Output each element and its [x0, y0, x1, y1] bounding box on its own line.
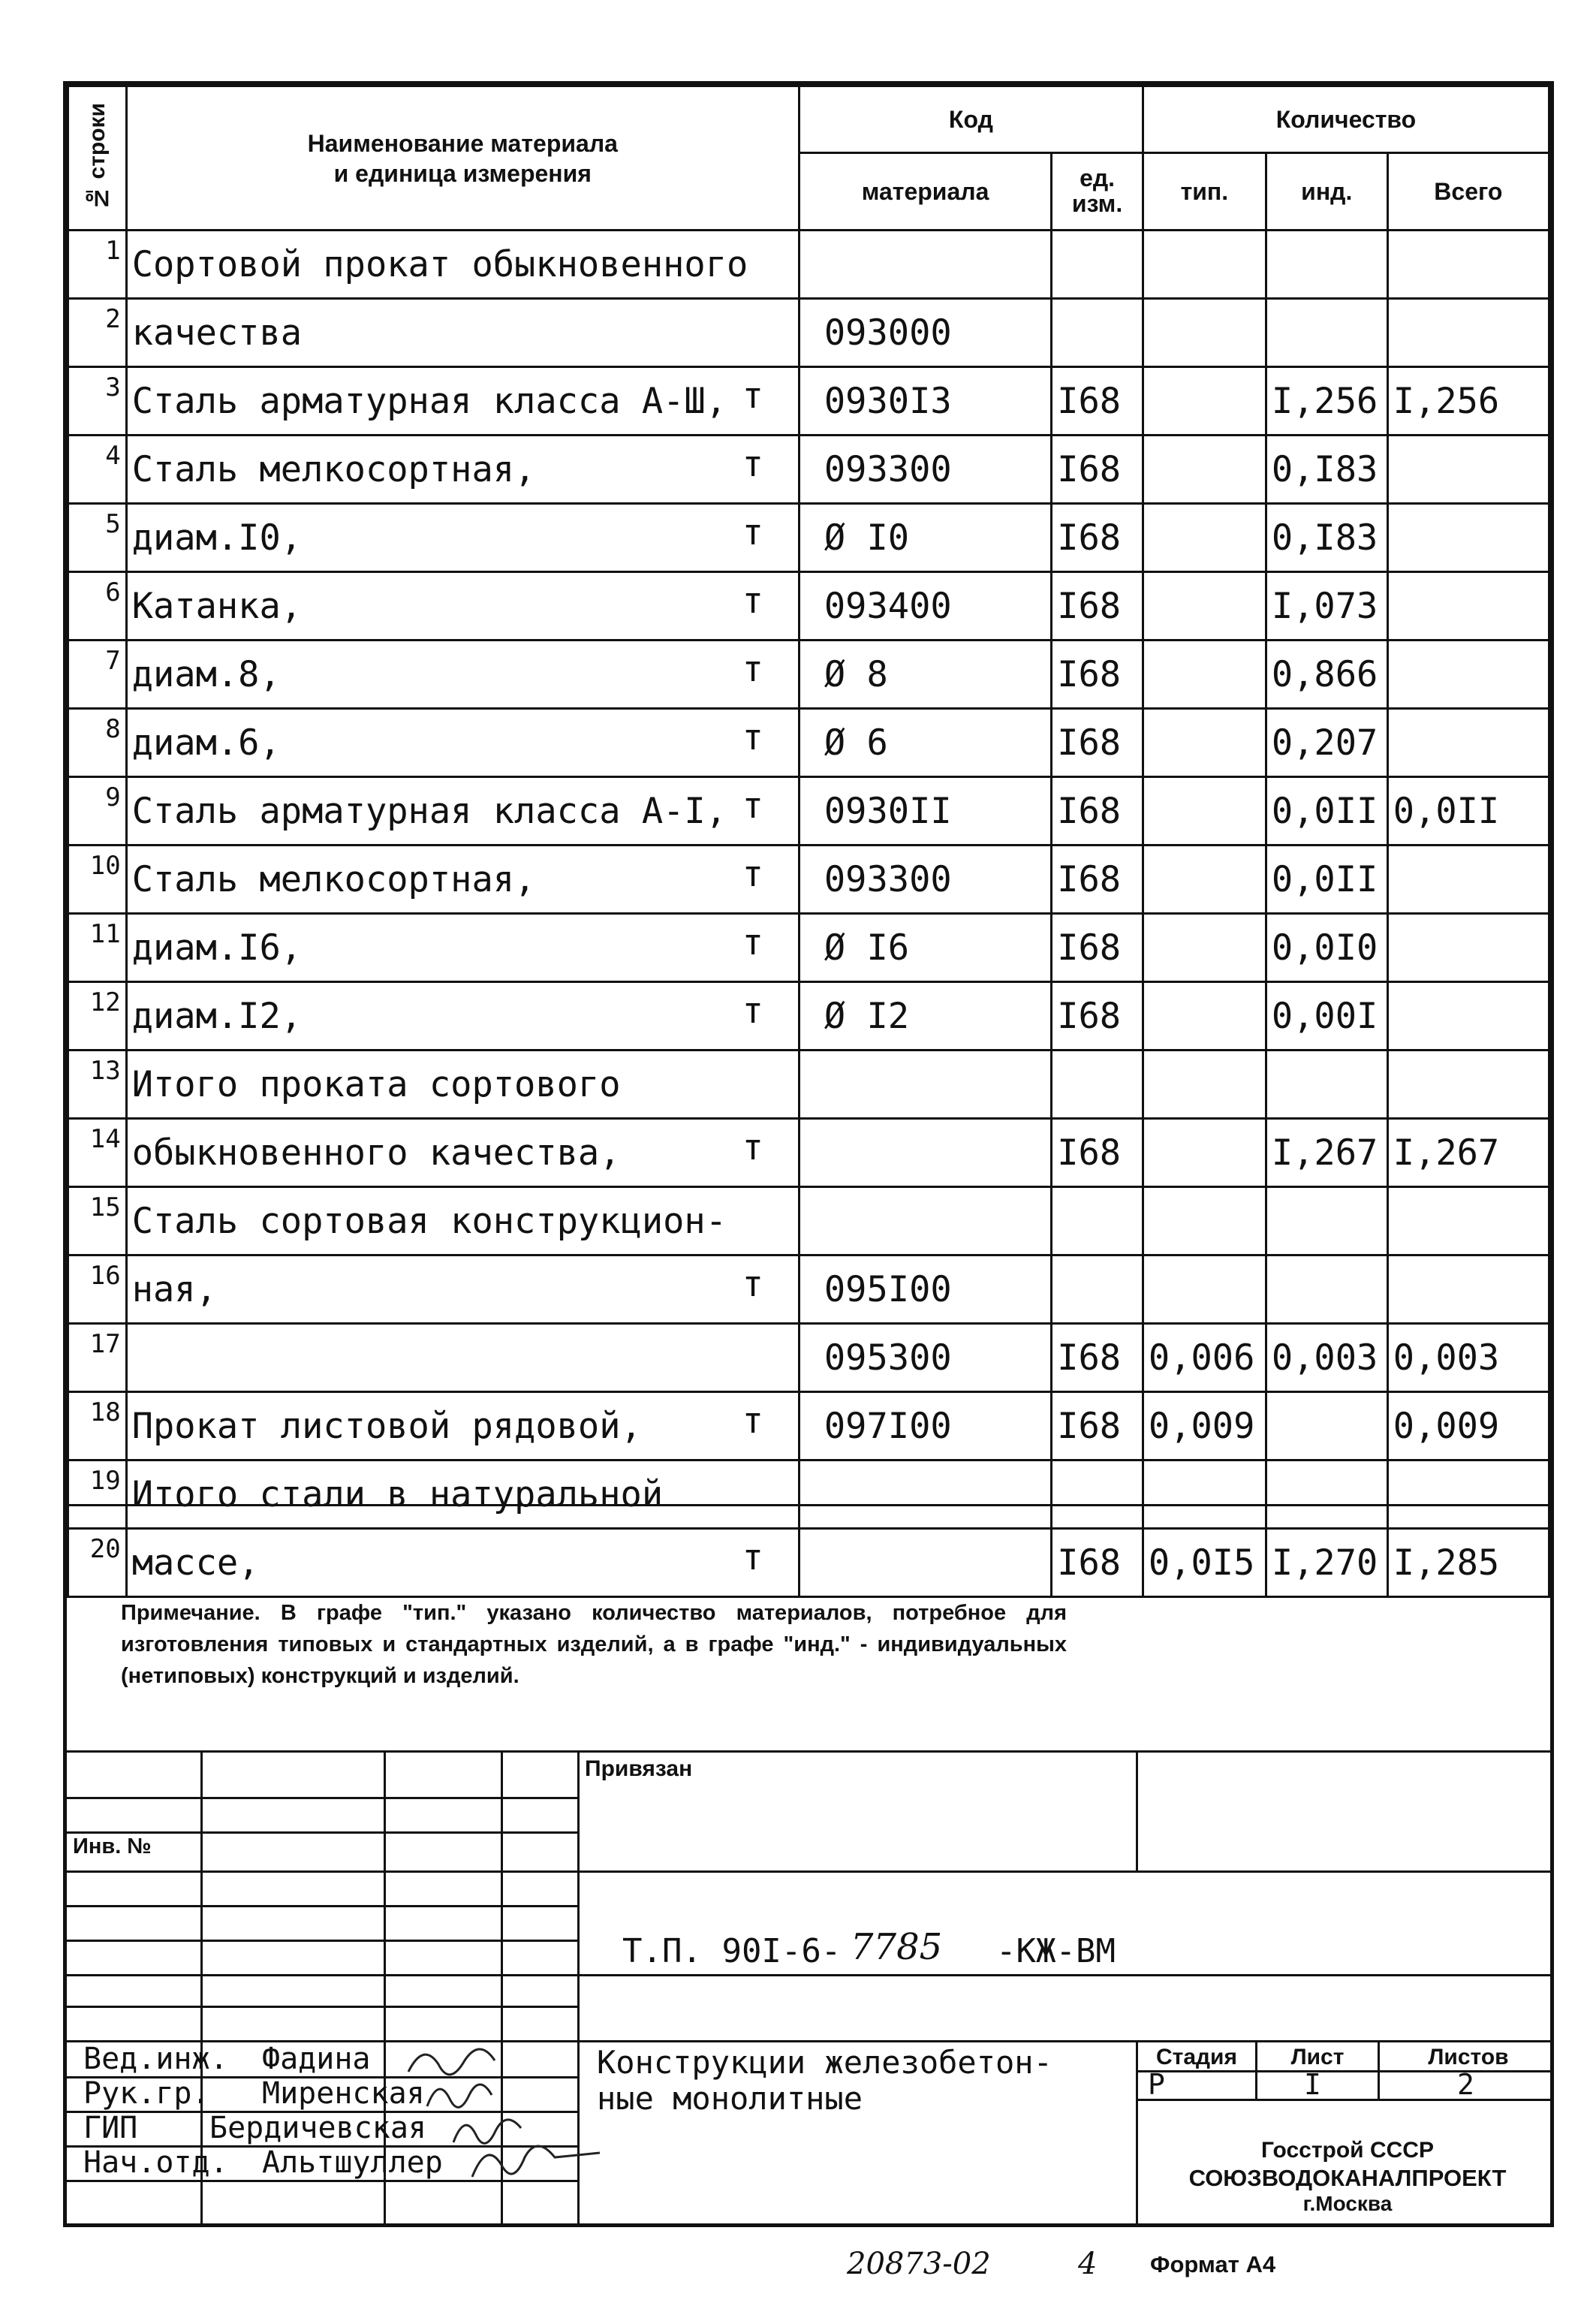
sheets-value: 2 [1457, 2068, 1474, 2101]
material-name-text: Итого проката сортового [131, 1063, 621, 1105]
row-number: 7 [68, 641, 127, 709]
material-name-text: Сталь арматурная класса А-I, [131, 790, 727, 832]
qty-typ: 0,009 [1143, 1392, 1266, 1460]
material-code: 095300 [799, 1324, 1051, 1392]
qty-typ: 0,006 [1143, 1324, 1266, 1392]
row-number: 9 [68, 777, 127, 846]
row-number: 8 [68, 709, 127, 777]
material-name-text: диам.6, [131, 722, 281, 764]
qty-ind: 0,00I [1266, 982, 1387, 1051]
note-text: Примечание. В графе "тип." указано количество материалов, потребное для изготовления типовых и стандартных изделий, а в графе "инд." - индивидуальных (нетиповых) конструкций и изделий. [121, 1601, 1067, 1688]
row-number: 11 [68, 914, 127, 982]
qty-ind: I,256 [1266, 367, 1387, 436]
unit-label: т [742, 580, 763, 622]
format-label: Формат А4 [1150, 2251, 1276, 2277]
signature-scribbles [67, 85, 1554, 2227]
sheets-label: Листов [1428, 2045, 1509, 2069]
row-number: 13 [68, 1051, 127, 1119]
unit-code: I68 [1052, 572, 1143, 641]
qty-ind: 0,003 [1266, 1324, 1387, 1392]
row-number: 19 [68, 1460, 127, 1529]
footer-hand-number: 20873-02 [847, 2247, 991, 2281]
document-title: Конструкции железобетон- ные монолитные [597, 2044, 1052, 2117]
unit-code: I68 [1052, 436, 1143, 504]
material-name-text: диам.8, [131, 653, 281, 695]
material-code: 093400 [799, 572, 1051, 641]
unit-code: I68 [1052, 709, 1143, 777]
material-name-text: Прокат листовой рядовой, [131, 1405, 642, 1447]
unit-code: I68 [1052, 846, 1143, 914]
unit-code: I68 [1052, 914, 1143, 982]
qty-total: 0,0II [1387, 777, 1549, 846]
qty-total: I,285 [1387, 1529, 1549, 1597]
qty-ind: 0,I83 [1266, 436, 1387, 504]
row-number: 18 [68, 1392, 127, 1460]
row-number: 12 [68, 982, 127, 1051]
stage-value: Р [1148, 2068, 1165, 2101]
header-code: Код [799, 86, 1143, 153]
material-name-text: ная, [131, 1268, 217, 1310]
signer-role: Рук.гр. [83, 2076, 210, 2111]
signer-role: Вед.инж. [83, 2042, 228, 2076]
material-name-text: диам.I2, [131, 995, 303, 1037]
qty-total: I,267 [1387, 1119, 1549, 1187]
row-number: 15 [68, 1187, 127, 1255]
privyazan-label: Привязан [585, 1756, 693, 1781]
qty-ind: I,270 [1266, 1529, 1387, 1597]
qty-ind: I,073 [1266, 572, 1387, 641]
unit-label: т [742, 717, 763, 758]
row-number: 5 [68, 504, 127, 572]
unit-code: I68 [1052, 1392, 1143, 1460]
signer-name: Миренская [262, 2076, 425, 2111]
material-code: Ø I6 [799, 914, 1051, 982]
material-name-text: Катанка, [131, 585, 303, 627]
material-code: 093000 [799, 299, 1051, 367]
unit-code: I68 [1052, 982, 1143, 1051]
material-name-text: диам.I0, [131, 517, 303, 559]
qty-total: I,256 [1387, 367, 1549, 436]
material-code: 093300 [799, 436, 1051, 504]
inv-no-label: Инв. № [73, 1834, 152, 1858]
material-code: 093300 [799, 846, 1051, 914]
unit-code: I68 [1052, 504, 1143, 572]
unit-label: т [742, 990, 763, 1032]
unit-code: I68 [1052, 367, 1143, 436]
qty-ind: 0,0II [1266, 846, 1387, 914]
unit-label: т [742, 1537, 763, 1578]
qty-typ: 0,0I5 [1143, 1529, 1266, 1597]
material-code: Ø 6 [799, 709, 1051, 777]
row-number: 4 [68, 436, 127, 504]
material-name-text: Сортовой прокат обыкновенного [131, 243, 748, 285]
signer-name: Фадина [262, 2042, 371, 2076]
row-number: 14 [68, 1119, 127, 1187]
header-code-unit: ед. изм. [1052, 153, 1143, 231]
qty-ind: 0,866 [1266, 641, 1387, 709]
unit-code: I68 [1052, 1529, 1143, 1597]
qty-ind: 0,207 [1266, 709, 1387, 777]
qty-total: 0,009 [1387, 1392, 1549, 1460]
row-number: 20 [68, 1529, 127, 1597]
stage-label: Стадия [1155, 2045, 1238, 2069]
org-line-1: Госстрой СССР [1261, 2138, 1434, 2163]
row-number: 10 [68, 846, 127, 914]
signer-role: ГИП [83, 2111, 138, 2145]
org-line-3: г.Москва [1302, 2192, 1393, 2215]
material-code: 097I00 [799, 1392, 1051, 1460]
material-code: Ø I2 [799, 982, 1051, 1051]
unit-label: т [742, 922, 763, 963]
row-number: 1 [68, 231, 127, 299]
unit-label: т [742, 444, 763, 485]
material-name-text: Итого стали в натуральной [131, 1473, 664, 1515]
unit-label: т [742, 512, 763, 553]
row-number: 2 [68, 299, 127, 367]
unit-label: т [742, 375, 763, 417]
doc-code-right: -КЖ-ВМ [996, 1932, 1116, 1970]
header-qty-total: Всего [1387, 153, 1549, 231]
material-name-text: диам.I6, [131, 927, 303, 969]
unit-label: т [742, 649, 763, 690]
unit-label: т [742, 785, 763, 827]
material-code: 0930II [799, 777, 1051, 846]
header-code-material: материала [799, 153, 1051, 231]
material-name-text: качества [131, 312, 303, 354]
signer-name: Альтшуллер [262, 2145, 443, 2180]
sheet-label: Лист [1290, 2045, 1345, 2069]
material-name-text: Сталь мелкосортная, [131, 448, 536, 490]
unit-label: т [742, 1127, 763, 1168]
header-row-no-text: № строки [84, 102, 110, 210]
qty-total: 0,003 [1387, 1324, 1549, 1392]
row-number: 6 [68, 572, 127, 641]
material-name-text: Сталь сортовая конструкцион- [131, 1200, 727, 1242]
unit-code: I68 [1052, 777, 1143, 846]
doc-code-handwritten: 7785 [851, 1926, 943, 1968]
header-name: Наименование материала и единица измерения [126, 86, 799, 231]
qty-ind: 0,I83 [1266, 504, 1387, 572]
header-qty-typ: тип. [1143, 153, 1266, 231]
material-name-text: обыкновенного качества, [131, 1132, 621, 1174]
footer-hand-mark: 4 [1078, 2247, 1098, 2281]
material-name-text: Сталь арматурная класса А-Ш, [131, 380, 727, 422]
org-line-2: СОЮЗВОДОКАНАЛПРОЕКТ [1188, 2165, 1507, 2191]
document-frame [63, 81, 1554, 2227]
doc-code-left: Т.П. 90I-6- [622, 1932, 842, 1970]
qty-ind: 0,0II [1266, 777, 1387, 846]
material-code: Ø I0 [799, 504, 1051, 572]
sheet-value: I [1304, 2068, 1321, 2101]
material-name-text: Сталь мелкосортная, [131, 858, 536, 900]
row-number: 16 [68, 1255, 127, 1324]
header-qty-ind: инд. [1266, 153, 1387, 231]
material-name-text: массе, [131, 1542, 260, 1584]
header-qty: Количество [1143, 86, 1549, 153]
signer-name: Бердичевская [209, 2111, 426, 2145]
row-number: 3 [68, 367, 127, 436]
qty-ind: 0,0I0 [1266, 914, 1387, 982]
unit-code: I68 [1052, 641, 1143, 709]
material-code: Ø 8 [799, 641, 1051, 709]
unit-code: I68 [1052, 1324, 1143, 1392]
qty-ind: I,267 [1266, 1119, 1387, 1187]
unit-label: т [742, 1264, 763, 1305]
unit-label: т [742, 1400, 763, 1442]
row-number: 17 [68, 1324, 127, 1392]
material-code: 095I00 [799, 1255, 1051, 1324]
material-code: 0930I3 [799, 367, 1051, 436]
unit-label: т [742, 854, 763, 895]
unit-code: I68 [1052, 1119, 1143, 1187]
signer-role: Нач.отд. [83, 2145, 228, 2180]
